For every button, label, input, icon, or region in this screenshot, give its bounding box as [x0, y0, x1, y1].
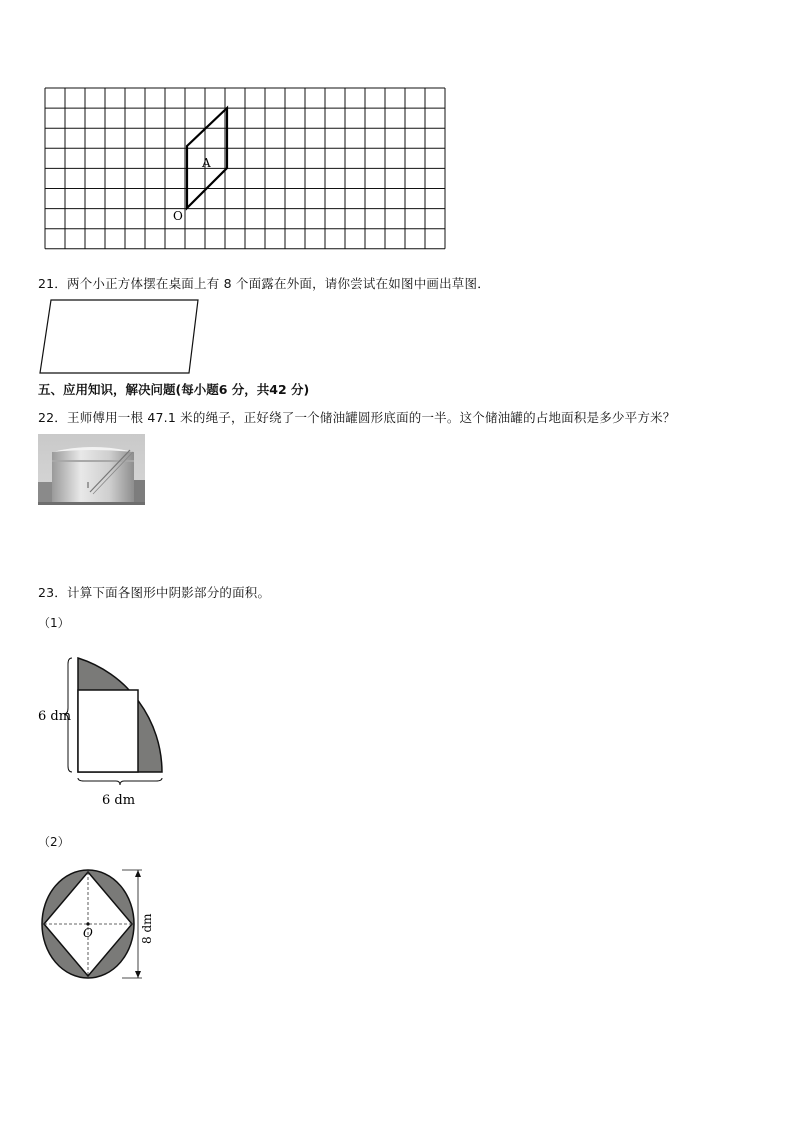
part-2-label: （2） — [38, 835, 70, 849]
label-a: A — [202, 156, 211, 170]
question-22: 22．王师傅用一根 47.1 米的绳子，正好绕了一个储油罐圆形底面的一半。这个储油罐的占地面积是多少平方米？ — [38, 410, 676, 425]
label-o: O — [173, 209, 183, 223]
bottom-length-label: 6 dm — [102, 793, 136, 808]
question-23: 23．计算下面各图形中阴影部分的面积。 — [38, 585, 271, 600]
diameter-label: 8 dm — [140, 913, 154, 944]
grid-figure — [40, 84, 450, 256]
grid-lines — [45, 88, 445, 249]
part-1-label: （1） — [38, 616, 70, 630]
question-21: 21．两个小正方体摆在桌面上有 8 个面露在外面，请你尝试在如图中画出草图． — [38, 276, 490, 291]
side-length-label: 6 dm — [38, 709, 72, 724]
oil-tank-photo — [38, 434, 145, 505]
figure-circle-square — [36, 864, 156, 984]
section-title: 五、应用知识，解决问题(每小题6 分，共42 分) — [38, 382, 310, 397]
inscribed-square — [78, 690, 138, 772]
center-o-label: O — [83, 926, 93, 940]
draw-area-parallelogram — [38, 298, 203, 378]
figure-quarter-circle — [34, 650, 174, 812]
